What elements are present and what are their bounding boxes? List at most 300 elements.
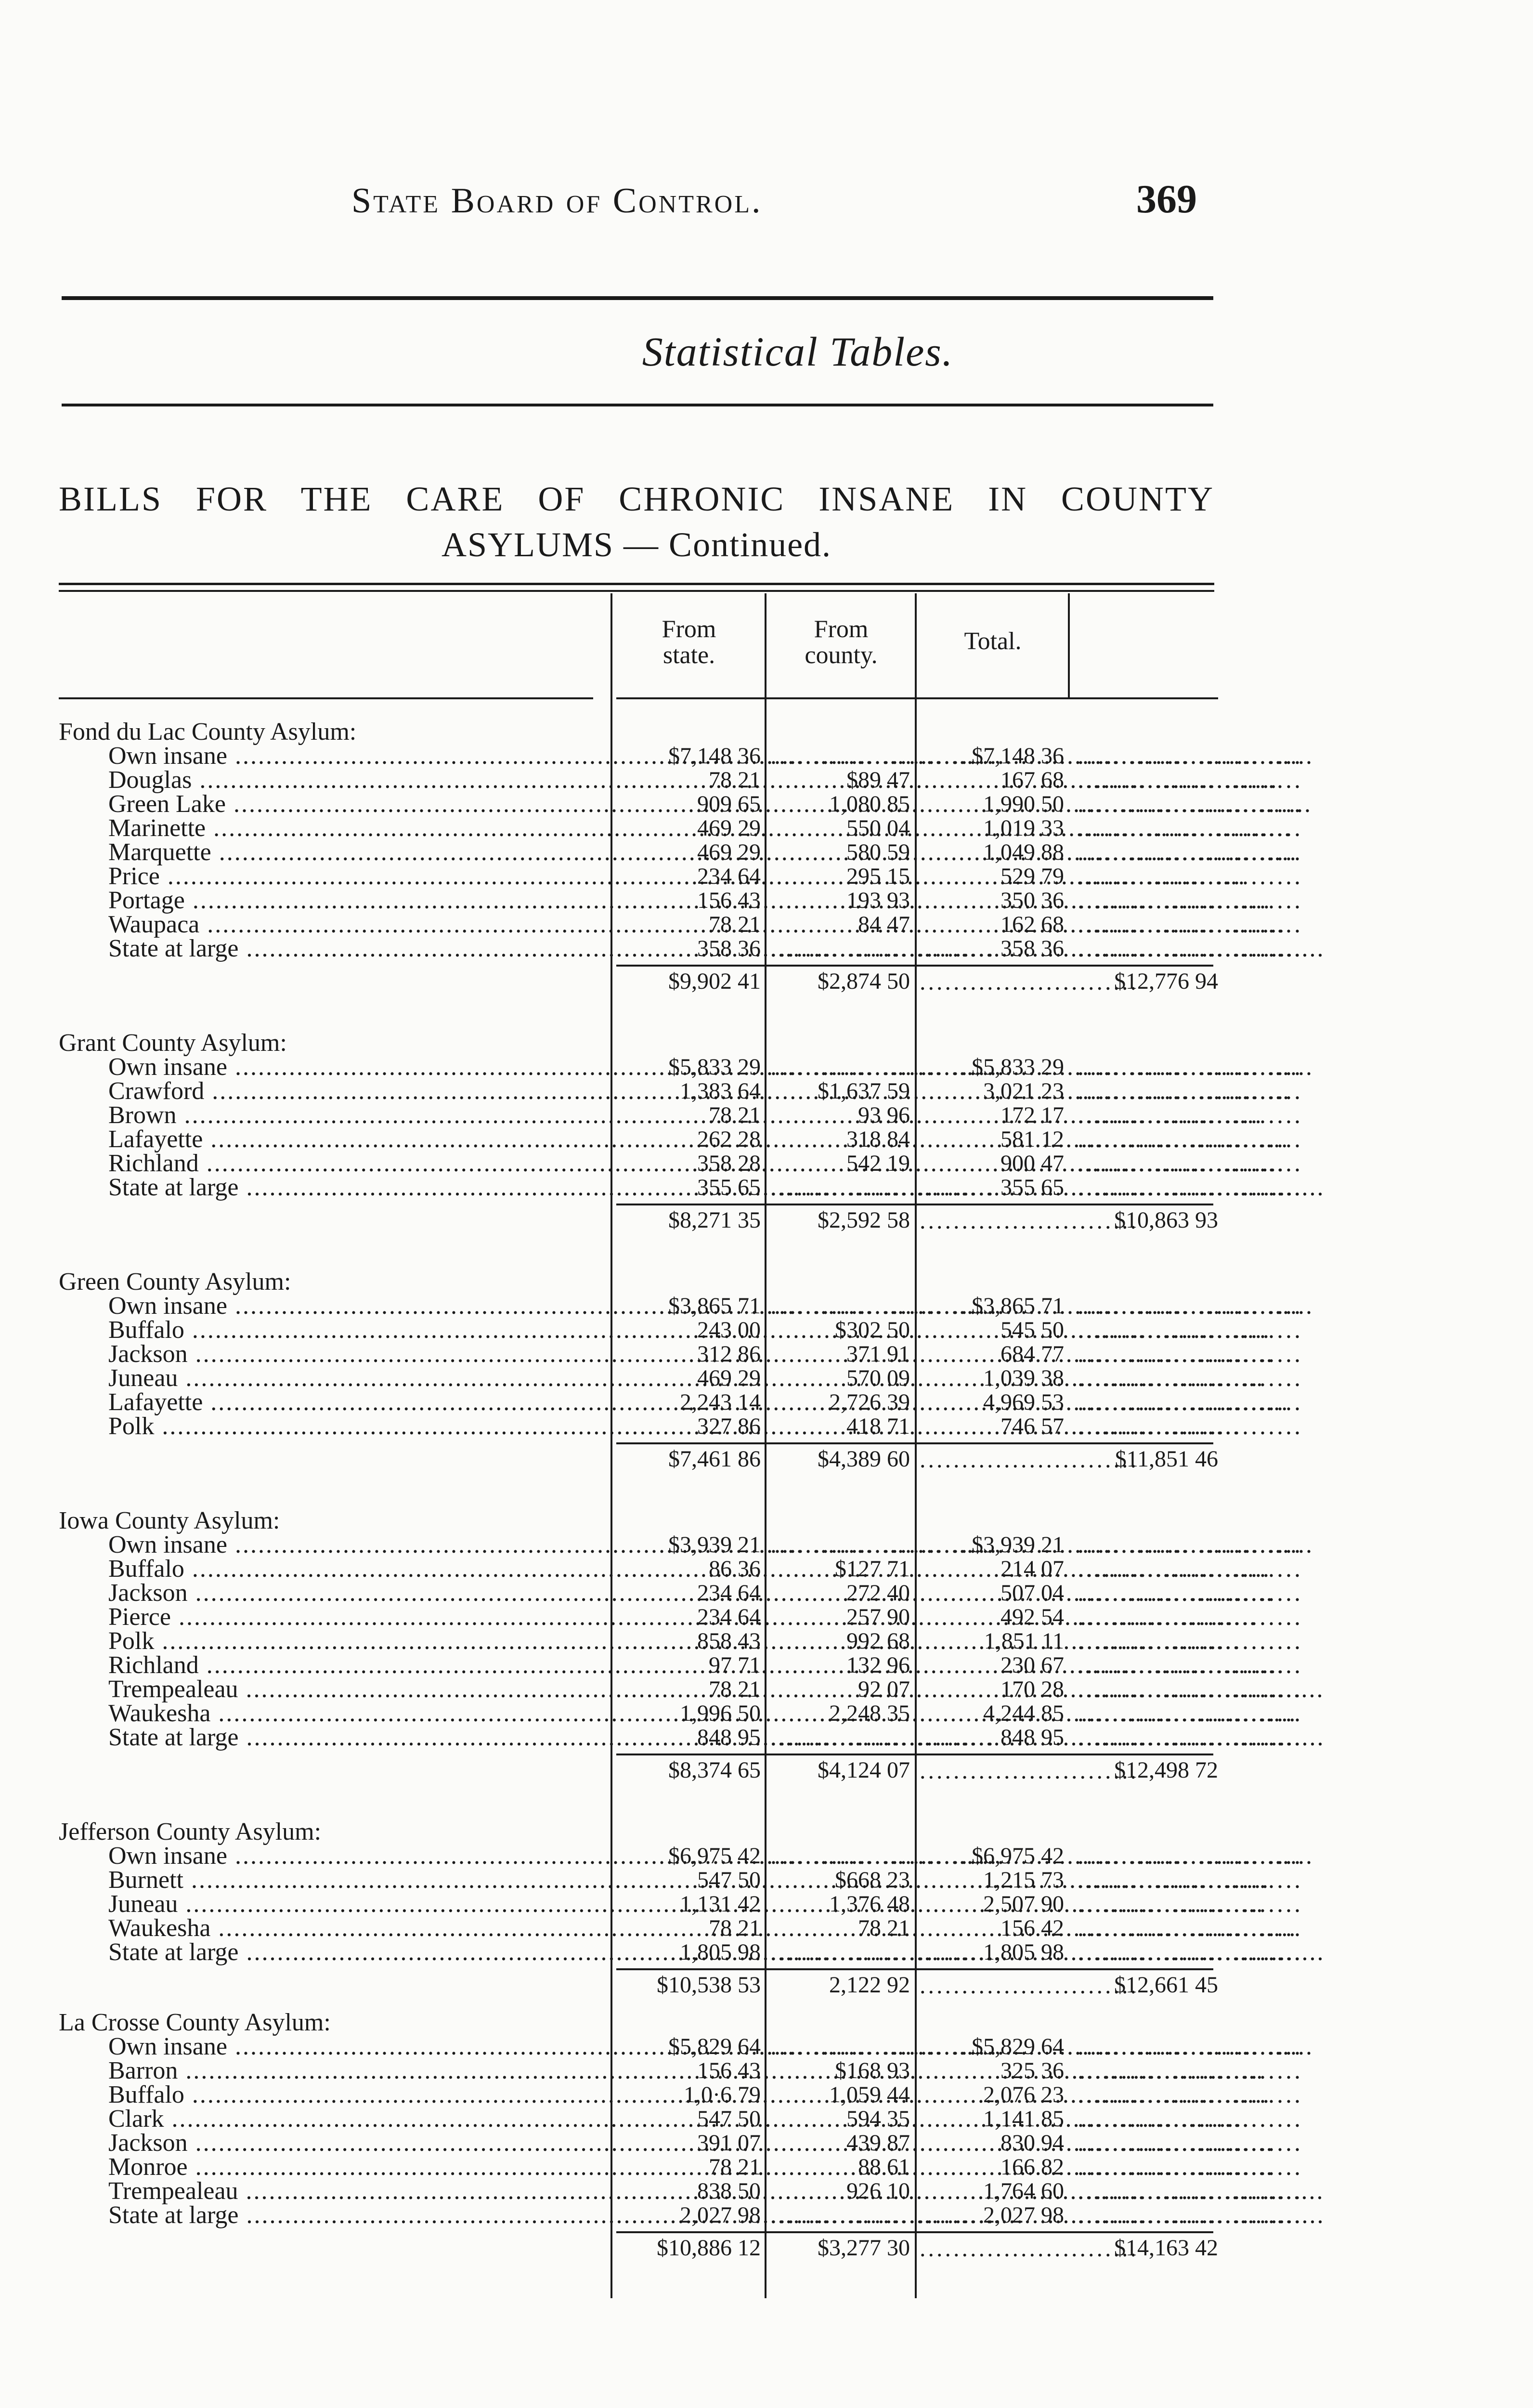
from-state-value: 78 21 <box>709 912 761 937</box>
section-total-row <box>0 961 1533 1002</box>
column-header-from-county <box>767 616 915 668</box>
row-label: Own insane ..... <box>108 744 599 768</box>
page-header <box>0 171 1533 229</box>
total-from-state: $7,461 86 <box>668 1446 761 1472</box>
row-label: Clark ..... <box>108 2107 599 2131</box>
row-label: Burnett ..... <box>108 1868 599 1892</box>
asylum-name: Jefferson County Asylum: <box>59 1818 322 1845</box>
leader-dots: .......................... <box>1078 1077 1303 1105</box>
asylum-section <box>0 1509 1533 1820</box>
asylum-section <box>0 2011 1533 2269</box>
from-county-value: 78 21 <box>858 1915 910 1941</box>
row-label: Richland ..... <box>108 1653 599 1677</box>
from-state-value: $7,148 36 <box>668 743 761 769</box>
table-row <box>0 2131 1533 2155</box>
from-state-value: 1,383 64 <box>680 1078 761 1104</box>
leader-dots: .......................... <box>1078 1388 1303 1416</box>
total-value: $3,939 21 <box>972 1532 1064 1557</box>
table-row <box>0 1318 1533 1342</box>
total-value: 1,141 85 <box>983 2106 1064 2132</box>
row-label: Price ..... <box>108 864 599 889</box>
from-county-value: $168 93 <box>835 2058 910 2083</box>
from-state-value: 262 28 <box>697 1126 761 1152</box>
from-county-value: 257 90 <box>846 1604 910 1630</box>
total-value: 170 28 <box>1000 1676 1064 1702</box>
grand-total: $11,851 46 <box>1115 1446 1218 1472</box>
from-county-value: 132 96 <box>846 1652 910 1678</box>
total-value: $6,975 42 <box>972 1843 1064 1869</box>
leader-dots: .......................... <box>1078 1150 1303 1177</box>
leader-dots: .......................... <box>1078 1555 1303 1583</box>
header-rule <box>59 697 593 699</box>
leader-dots: .......................... <box>1078 1866 1303 1894</box>
from-county-value: 580 59 <box>846 839 910 865</box>
total-from-state: $9,902 41 <box>668 968 761 994</box>
top-rule <box>62 296 1213 300</box>
row-label: Crawford ..... <box>108 1079 599 1103</box>
total-from-county: $2,592 58 <box>818 1207 910 1233</box>
from-state-value: 355 65 <box>697 1175 761 1200</box>
total-value: 162 68 <box>1000 912 1064 937</box>
leader-dots: .......................... <box>920 2235 1139 2262</box>
table-title-continued: ASYLUMS — Continued. <box>441 525 832 564</box>
total-value: 4,969 53 <box>983 1389 1064 1415</box>
total-value: 684 77 <box>1000 1341 1064 1367</box>
total-from-state: $8,374 65 <box>668 1757 761 1783</box>
table-row <box>0 1342 1533 1366</box>
from-state-value: 547 50 <box>697 1867 761 1893</box>
row-label: Waukesha ..... <box>108 1916 599 1940</box>
row-label: Buffalo ..... <box>108 2083 599 2107</box>
row-label: Trempealeau ..... <box>108 1677 599 1701</box>
from-state-value: 547 50 <box>697 2106 761 2132</box>
row-label: Pierce ..... <box>108 1605 599 1629</box>
total-value: 830 94 <box>1000 2130 1064 2156</box>
table-row <box>0 1868 1533 1892</box>
from-state-value: 78 21 <box>709 2154 761 2180</box>
table-row <box>0 2059 1533 2083</box>
total-value: 746 57 <box>1000 1413 1064 1439</box>
table-row <box>0 1629 1533 1653</box>
from-state-value: 1,996 50 <box>680 1701 761 1726</box>
table-row <box>0 1079 1533 1103</box>
from-county-value: $89 47 <box>846 767 910 793</box>
table-row <box>0 840 1533 864</box>
table-row <box>0 816 1533 840</box>
table-row <box>0 2107 1533 2131</box>
from-state-value: 358 36 <box>697 936 761 961</box>
table-row <box>0 1127 1533 1152</box>
total-value: 545 50 <box>1000 1317 1064 1343</box>
asylum-section <box>0 1031 1533 1270</box>
column-header-line: From <box>662 615 716 643</box>
from-state-value: 234 64 <box>697 1580 761 1606</box>
from-county-value: 272 40 <box>846 1580 910 1606</box>
leader-dots: .......................... <box>1078 1890 1303 1918</box>
total-value: 1,039 38 <box>983 1365 1064 1391</box>
table-row <box>0 1390 1533 1414</box>
from-state-value: 391 07 <box>697 2130 761 2156</box>
leader-dots: .......................... <box>1078 1651 1303 1679</box>
leader-dots: .......................... <box>770 935 996 962</box>
total-from-state: $8,271 35 <box>668 1207 761 1233</box>
total-value: 350 36 <box>1000 888 1064 913</box>
leader-dots: .......................... <box>1078 863 1303 890</box>
leader-dots: .......................... <box>770 742 996 770</box>
from-state-value: $6,975 42 <box>668 1843 761 1869</box>
leader-dots: .......................... <box>1078 2081 1303 2108</box>
leader-dots: .......................... <box>1078 1316 1303 1344</box>
row-label: Brown ..... <box>108 1103 599 1127</box>
asylum-name: La Crosse County Asylum: <box>59 2009 331 2036</box>
row-label: Green Lake ..... <box>108 792 599 816</box>
leader-dots: .......................... <box>770 1842 996 1870</box>
asylum-name: Iowa County Asylum: <box>59 1507 280 1534</box>
table-row <box>0 1557 1533 1581</box>
from-county-value: 926 10 <box>846 2178 910 2204</box>
row-label: Juneau ..... <box>108 1892 599 1916</box>
leader-dots: .......................... <box>1078 790 1303 818</box>
from-state-value: 327 86 <box>697 1413 761 1439</box>
leader-dots: .......................... <box>770 1174 996 1201</box>
from-state-value: 1,131 42 <box>680 1891 761 1917</box>
total-value: 492 54 <box>1000 1604 1064 1630</box>
from-county-value: 84 47 <box>858 912 910 937</box>
grand-total: $12,661 45 <box>1114 1972 1218 1998</box>
leader-dots: .......................... <box>1078 935 1303 962</box>
page-number: 369 <box>1136 177 1197 222</box>
from-state-value: 1,0·6 79 <box>684 2082 761 2107</box>
row-label: Monroe ..... <box>108 2155 599 2179</box>
from-county-value: 371 91 <box>846 1341 910 1367</box>
leader-dots: .......................... <box>920 968 1139 995</box>
leader-dots: .......................... <box>1078 2033 1303 2060</box>
leader-dots: .......................... <box>1078 1174 1303 1201</box>
leader-dots: .......................... <box>920 1757 1139 1784</box>
leader-dots: .......................... <box>1078 2129 1303 2157</box>
row-label: Own insane ..... <box>108 1055 599 1079</box>
column-header-total <box>918 628 1068 654</box>
total-from-county: 2,122 92 <box>829 1972 910 1998</box>
total-from-county: $4,389 60 <box>818 1446 910 1472</box>
table-row <box>0 1533 1533 1557</box>
total-value: 848 95 <box>1000 1725 1064 1750</box>
section-total-row <box>0 1200 1533 1241</box>
row-label: Portage ..... <box>108 889 599 913</box>
from-state-value: 156 43 <box>697 2058 761 2083</box>
total-value: 2,507 90 <box>983 1891 1064 1917</box>
from-county-value: 594 35 <box>846 2106 910 2132</box>
row-label: State at large ..... <box>108 2203 599 2227</box>
leader-dots: .......................... <box>770 1053 996 1081</box>
section-total-row <box>0 1439 1533 1480</box>
from-county-value: 88 61 <box>858 2154 910 2180</box>
from-county-value: 1,376 48 <box>829 1891 910 1917</box>
leader-dots: .......................... <box>1078 1914 1303 1942</box>
row-label: State at large ..... <box>108 1940 599 1964</box>
table-row <box>0 1844 1533 1868</box>
row-label: State at large ..... <box>108 1176 599 1200</box>
table-row <box>0 2179 1533 2203</box>
from-state-value: 78 21 <box>709 767 761 793</box>
from-state-value: 469 29 <box>697 839 761 865</box>
from-county-value: 2,248 35 <box>829 1701 910 1726</box>
table-row <box>0 1176 1533 1200</box>
from-county-value: 570 09 <box>846 1365 910 1391</box>
section-total-row <box>0 1964 1533 2006</box>
section-subtitle: Statistical Tables. <box>642 328 954 375</box>
row-label: Trempealeau ..... <box>108 2179 599 2203</box>
from-state-value: 234 64 <box>697 1604 761 1630</box>
leader-dots: .......................... <box>1078 742 1303 770</box>
row-label: Lafayette ..... <box>108 1127 599 1152</box>
row-label: Jackson ..... <box>108 1581 599 1605</box>
leader-dots: .......................... <box>1078 2105 1303 2133</box>
from-state-value: 838 50 <box>697 2178 761 2204</box>
total-value: $7,148 36 <box>972 743 1064 769</box>
total-value: 1,851 11 <box>984 1628 1064 1654</box>
table-row <box>0 1294 1533 1318</box>
from-county-value: 418 71 <box>846 1413 910 1439</box>
table-row <box>0 1581 1533 1605</box>
total-value: $5,829 64 <box>972 2034 1064 2059</box>
total-value: 214 07 <box>1000 1556 1064 1582</box>
table-row <box>0 1726 1533 1750</box>
table-row <box>0 1605 1533 1629</box>
from-county-value: 295 15 <box>846 864 910 889</box>
grand-total: $12,498 72 <box>1114 1757 1218 1783</box>
total-from-county: $4,124 07 <box>818 1757 910 1783</box>
table-row <box>0 1677 1533 1701</box>
row-label: Jackson ..... <box>108 2131 599 2155</box>
grand-total: $14,163 42 <box>1114 2235 1218 2261</box>
from-county-value: 93 96 <box>858 1102 910 1128</box>
leader-dots: .......................... <box>1078 1627 1303 1655</box>
from-county-value: $127 71 <box>835 1556 910 1582</box>
leader-dots: .......................... <box>1078 911 1303 938</box>
table-row <box>0 913 1533 937</box>
row-label: State at large ..... <box>108 937 599 961</box>
leader-dots: .......................... <box>770 1938 996 1966</box>
asylum-section <box>0 720 1533 1031</box>
from-state-value: 469 29 <box>697 1365 761 1391</box>
from-state-value: $5,829 64 <box>668 2034 761 2059</box>
row-label: Waukesha ..... <box>108 1701 599 1726</box>
from-state-value: $5,833 29 <box>668 1054 761 1080</box>
table-row <box>0 792 1533 816</box>
leader-dots: .......................... <box>1078 1724 1303 1751</box>
table-top-rule-2 <box>59 590 1214 592</box>
leader-dots: .......................... <box>1078 1842 1303 1870</box>
table-row <box>0 1701 1533 1726</box>
column-header-line: Total. <box>964 628 1022 655</box>
table-body <box>0 720 1533 2269</box>
from-state-value: 97 71 <box>709 1652 761 1678</box>
grand-total: $12,776 94 <box>1114 968 1218 994</box>
leader-dots: .......................... <box>1078 1340 1303 1368</box>
section-total-row <box>0 1750 1533 1791</box>
total-value: 1,990 50 <box>983 791 1064 817</box>
row-label: Own insane ..... <box>108 1844 599 1868</box>
from-state-value: 909 65 <box>697 791 761 817</box>
total-value: 1,764 60 <box>983 2178 1064 2204</box>
asylum-name: Green County Asylum: <box>59 1268 291 1296</box>
leader-dots: .......................... <box>920 1972 1139 1999</box>
row-label: Marinette ..... <box>108 816 599 840</box>
leader-dots: .......................... <box>1078 1364 1303 1392</box>
from-county-value: 2,726 39 <box>829 1389 910 1415</box>
total-value: 166 82 <box>1000 2154 1064 2180</box>
total-value: 358 36 <box>1000 936 1064 961</box>
table-row <box>0 1414 1533 1439</box>
leader-dots: .......................... <box>1078 2201 1303 2229</box>
from-county-value: $1,637 59 <box>818 1078 910 1104</box>
total-from-county: $3,277 30 <box>818 2235 910 2261</box>
row-label: Polk ..... <box>108 1629 599 1653</box>
row-label: Own insane ..... <box>108 1533 599 1557</box>
from-state-value: 1,805 98 <box>680 1939 761 1965</box>
subtitle-rule <box>62 404 1213 406</box>
total-value: 156 42 <box>1000 1915 1064 1941</box>
table-row <box>0 1055 1533 1079</box>
from-county-value: 542 19 <box>846 1151 910 1176</box>
total-value: 581 12 <box>1000 1126 1064 1152</box>
table-row <box>0 768 1533 792</box>
running-head: State Board of Control. <box>351 181 763 221</box>
from-county-value: $302 50 <box>835 1317 910 1343</box>
leader-dots: .......................... <box>770 1531 996 1558</box>
table-row <box>0 2035 1533 2059</box>
from-state-value: $3,939 21 <box>668 1532 761 1557</box>
table-row <box>0 1940 1533 1964</box>
from-county-value: 193 93 <box>846 888 910 913</box>
total-value: 1,215 73 <box>983 1867 1064 1893</box>
from-state-value: 78 21 <box>709 1676 761 1702</box>
row-label: Lafayette ..... <box>108 1390 599 1414</box>
table-row <box>0 1653 1533 1677</box>
from-state-value: 358 28 <box>697 1151 761 1176</box>
table-row <box>0 2203 1533 2227</box>
column-header-line: state. <box>663 641 715 669</box>
table-row <box>0 1916 1533 1940</box>
row-label: Buffalo ..... <box>108 1318 599 1342</box>
from-county-value: 1,080 85 <box>829 791 910 817</box>
from-county-value: 439 87 <box>846 2130 910 2156</box>
total-from-state: $10,538 53 <box>657 1972 761 1998</box>
total-value: 529 79 <box>1000 864 1064 889</box>
from-state-value: 78 21 <box>709 1915 761 1941</box>
table-row <box>0 2083 1533 2107</box>
asylum-name: Fond du Lac County Asylum: <box>59 718 357 746</box>
leader-dots: .......................... <box>1078 1413 1303 1440</box>
total-from-state: $10,886 12 <box>657 2235 761 2261</box>
from-county-value: 992 68 <box>846 1628 910 1654</box>
from-state-value: 848 95 <box>697 1725 761 1750</box>
row-label: Jackson ..... <box>108 1342 599 1366</box>
from-state-value: 86 36 <box>709 1556 761 1582</box>
leader-dots: .......................... <box>770 2201 996 2229</box>
total-value: 1,049 88 <box>983 839 1064 865</box>
from-state-value: 2,243 14 <box>680 1389 761 1415</box>
leader-dots: .......................... <box>1078 887 1303 914</box>
from-county-value: 550 04 <box>846 815 910 841</box>
table-row <box>0 1103 1533 1127</box>
total-value: 4,244 85 <box>983 1701 1064 1726</box>
table-row <box>0 889 1533 913</box>
table-title: BILLS FOR THE CARE OF CHRONIC INSANE IN COUNTY <box>59 480 1214 518</box>
total-value: 172 17 <box>1000 1102 1064 1128</box>
leader-dots: .......................... <box>920 1207 1139 1234</box>
total-value: 3,021 23 <box>983 1078 1064 1104</box>
table-row <box>0 864 1533 889</box>
total-value: 2,027 98 <box>983 2202 1064 2228</box>
from-state-value: 2,027 98 <box>680 2202 761 2228</box>
table-top-rule <box>59 583 1214 585</box>
row-label: State at large ..... <box>108 1726 599 1750</box>
leader-dots: .......................... <box>1078 1675 1303 1703</box>
asylum-section <box>0 1270 1533 1509</box>
from-state-value: $3,865 71 <box>668 1293 761 1319</box>
total-value: 230 67 <box>1000 1652 1064 1678</box>
table-row <box>0 1152 1533 1176</box>
leader-dots: .......................... <box>1078 838 1303 866</box>
asylum-name: Grant County Asylum: <box>59 1029 287 1057</box>
from-county-value: 1,059 44 <box>829 2082 910 2107</box>
from-state-value: 469 29 <box>697 815 761 841</box>
asylum-section <box>0 1820 1533 2011</box>
total-value: 167 68 <box>1000 767 1064 793</box>
row-label: Waupaca ..... <box>108 913 599 937</box>
total-value: 355 65 <box>1000 1175 1064 1200</box>
table-row <box>0 744 1533 768</box>
leader-dots: .......................... <box>1078 1053 1303 1081</box>
table-row <box>0 1366 1533 1390</box>
total-value: 900 47 <box>1000 1151 1064 1176</box>
row-label: Buffalo ..... <box>108 1557 599 1581</box>
total-value: 2,076 23 <box>983 2082 1064 2107</box>
leader-dots: .......................... <box>770 1724 996 1751</box>
total-value: 325 36 <box>1000 2058 1064 2083</box>
from-state-value: 243 00 <box>697 1317 761 1343</box>
total-value: 1,805 98 <box>983 1939 1064 1965</box>
table-row <box>0 2155 1533 2179</box>
table-row <box>0 1892 1533 1916</box>
row-label: Douglas ..... <box>108 768 599 792</box>
leader-dots: .......................... <box>1078 2177 1303 2205</box>
column-header-from-state <box>614 616 764 668</box>
column-header-line: county. <box>805 641 878 669</box>
grand-total: $10,863 93 <box>1114 1207 1218 1233</box>
from-county-value: 318 84 <box>846 1126 910 1152</box>
from-county-value: $668 23 <box>835 1867 910 1893</box>
row-label: Richland ..... <box>108 1152 599 1176</box>
row-label: Own insane ..... <box>108 2035 599 2059</box>
leader-dots: .......................... <box>1078 1700 1303 1727</box>
section-total-row <box>0 2227 1533 2269</box>
total-value: $3,865 71 <box>972 1293 1064 1319</box>
leader-dots: .......................... <box>770 2033 996 2060</box>
from-state-value: 312 86 <box>697 1341 761 1367</box>
leader-dots: .......................... <box>1078 1101 1303 1129</box>
leader-dots: .......................... <box>770 1292 996 1320</box>
row-label: Barron ..... <box>108 2059 599 2083</box>
total-from-county: $2,874 50 <box>818 968 910 994</box>
from-state-value: 858 43 <box>697 1628 761 1654</box>
leader-dots: .......................... <box>1078 1603 1303 1631</box>
leader-dots: .......................... <box>1078 2153 1303 2181</box>
leader-dots: .......................... <box>1078 766 1303 794</box>
from-state-value: 156 43 <box>697 888 761 913</box>
